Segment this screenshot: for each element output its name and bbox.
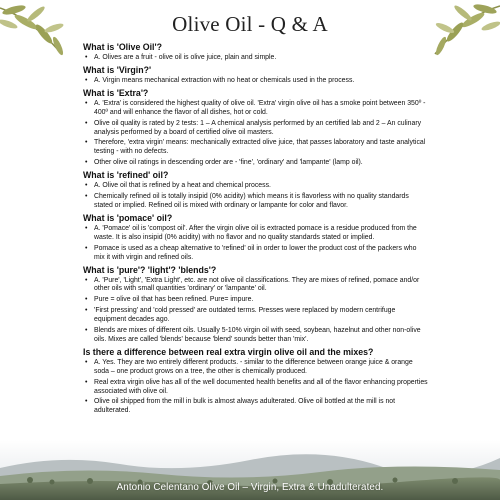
answer-item: • Therefore, 'extra virgin' means: mechanically extracted olive juice, that passes laboratory and taste analytical testing - with no defects. — [83, 139, 428, 157]
question-heading: What is 'Extra'? — [83, 87, 149, 98]
answer-list — [83, 277, 428, 345]
answer-list — [83, 182, 428, 211]
question-heading: What is 'pomace' oil? — [83, 212, 173, 223]
answer-item: • A. Yes. They are two entirely different products. - similar to the difference between orange juice & orange soda – one product grows on a tree, the other is chemically produced. — [83, 359, 428, 377]
qa-content — [83, 42, 428, 418]
page-title: Olive Oil - Q & A — [172, 12, 328, 36]
answer-list — [83, 225, 428, 263]
question-heading: What is 'Virgin?' — [83, 64, 152, 75]
answer-list — [83, 54, 428, 63]
answer-item: • Real extra virgin olive has all of the well documented health benefits and all of the flavor enhancing properties associated with olive oil. — [83, 379, 428, 397]
answer-item: • Blends are mixes of different oils. Usually 5-10% virgin oil with seed, soybean, hazelnut and other non-olive oils. Mixes are called 'blends' because 'blend' sounds better than 'mix'. — [83, 327, 428, 345]
footer-tagline: Antonio Celentano Olive Oil – Virgin, Extra & Unadulterated. — [116, 482, 384, 493]
answer-list — [83, 100, 428, 168]
question-heading: Is there a difference between real extra virgin olive oil and the mixes? — [83, 346, 374, 357]
question-heading: What is 'pure'? 'light'? 'blends'? — [83, 264, 217, 275]
answer-item: • Olive oil quality is rated by 2 tests: 1 – A chemical analysis performed by an certified lab and 2 – An culinary analysis performed by a board of certified olive oil masters. — [83, 120, 428, 138]
answer-item: • Chemically refined oil is totally insipid (0% acidity) which means it is flavorless with no quality standards stated or implied. Refined oil is mixed with ordinary or lampante for color and flavor. — [83, 193, 428, 211]
answer-item: • 'First pressing' and 'cold pressed' are outdated terms. Presses were replaced by modern centrifuge equipment decades ago. — [83, 307, 428, 325]
answer-item: • A. Olive oil that is refined by a heat and chemical process. — [83, 182, 428, 191]
answer-list — [83, 359, 428, 416]
answer-item: • Pomace is used as a cheap alternative to 'refined' oil in order to lower the product cost of the packers who mix it with virgin and refined oils. — [83, 245, 428, 263]
question-heading: What is 'refined' oil? — [83, 170, 169, 181]
answer-item: • A. Virgin means mechanical extraction with no heat or chemicals used in the process. — [83, 77, 428, 86]
answer-item: • A. Olives are a fruit - olive oil is olive juice, plain and simple. — [83, 54, 428, 63]
answer-item: • Pure = olive oil that has been refined. Pure= impure. — [83, 296, 428, 305]
answer-item: • A. 'Pomace' oil is 'compost oil'. After the virgin olive oil is extracted pomace is a residue produced from the waste. It is also insipid (0% acidity) with no flavor and no quality standards stated or implied. — [83, 225, 428, 243]
answer-item: • Other olive oil ratings in descending order are - 'fine', 'ordinary' and 'lampante' (lamp oil). — [83, 159, 428, 168]
question-heading: What is 'Olive Oil'? — [83, 42, 162, 52]
answer-item: • Olive oil shipped from the mill in bulk is almost always adulterated. Olive oil bottled at the mill is not adulterated. — [83, 398, 428, 416]
answer-list — [83, 77, 428, 86]
answer-item: • A. 'Extra' is considered the highest quality of olive oil. 'Extra' virgin olive oil has a smoke point between 350º - 400º and will enhance the flavor of all dishes, hot or cold. — [83, 100, 428, 118]
answer-item: • A. 'Pure', 'Light', 'Extra Light', etc. are not olive oil classifications. They are mixes of refined, pomace and/or other oils with small quantities 'ordinary' or 'lampante' oil. — [83, 277, 428, 295]
